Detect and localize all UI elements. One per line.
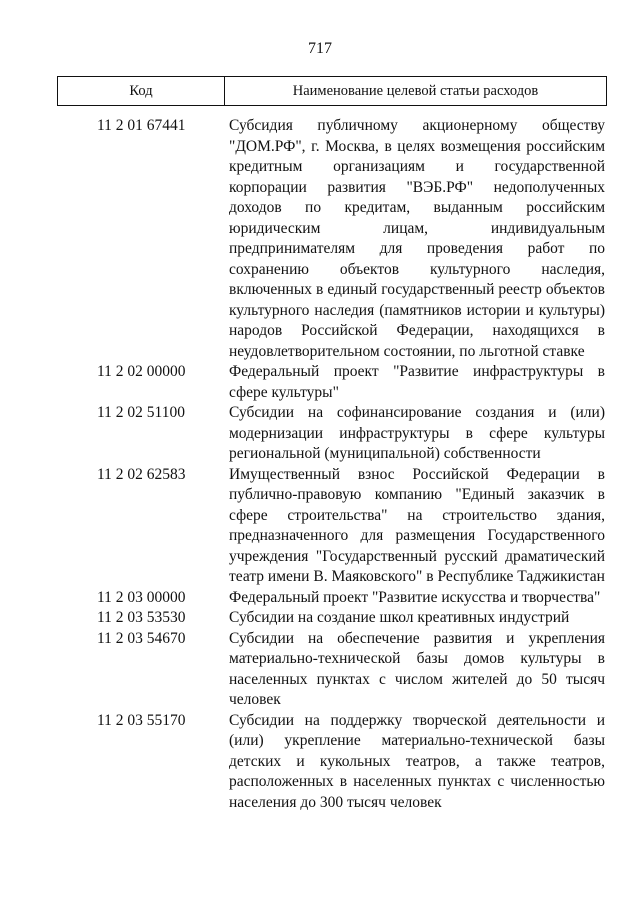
page-number: 717 — [308, 40, 332, 57]
entry-code: 11 2 03 55170 — [97, 711, 186, 729]
entry-description: Субсидии на обеспечение развития и укрепления материально-технической базы домов культуры в населенных пунктах с числом жителей до 50 тысяч человек — [229, 629, 605, 708]
entry-code: 11 2 02 62583 — [97, 465, 186, 483]
entry-description: Федеральный проект "Развитие инфраструктуры в сфере культуры" — [229, 363, 605, 401]
entry-code: 11 2 03 54670 — [97, 629, 186, 647]
table-row — [57, 588, 607, 609]
entry-description: Субсидии на софинансирование создания и (или) модернизации инфраструктуры в сфере культуры региональной (муниципальной) собственности — [229, 404, 605, 462]
table-header — [57, 76, 607, 106]
entry-description: Субсидия публичному акционерному обществу "ДОМ.РФ", г. Москва, в целях возмещения российским кредитным организациям и государственной корпорации развития "ВЭБ.РФ" недополученных доходов по кредитам, выданным российским юридическим лицам, индивидуальным предпринимателям для проведения работ по сохранению объектов культурного наследия, включенных в единый государственный реестр объектов культурного наследия (памятников истории и культуры) народов Российской Федерации, находящихся в неудовлетворительном состоянии, по льготной ставке — [229, 117, 605, 360]
table-row — [57, 403, 607, 465]
table-row — [57, 362, 607, 403]
table-row — [57, 116, 607, 362]
entry-code: 11 2 03 53530 — [97, 609, 186, 626]
table-row — [57, 629, 607, 711]
column-header-code: Код — [58, 77, 225, 105]
table-row — [57, 465, 607, 588]
entry-code: 11 2 02 00000 — [97, 363, 186, 380]
entry-description: Субсидии на поддержку творческой деятельности и (или) укрепление материально-технической базы детских и кукольных театров, а также театров, расположенных в населенных пунктах с численностью населения до 300 тысяч человек — [229, 711, 605, 811]
entries-list — [57, 116, 607, 813]
table-row — [57, 608, 607, 629]
entry-code: 11 2 03 00000 — [97, 588, 186, 606]
entry-code: 11 2 01 67441 — [97, 117, 186, 134]
entry-description: Субсидии на создание школ креативных индустрий — [229, 609, 570, 626]
entry-code: 11 2 02 51100 — [97, 404, 185, 421]
table-row — [57, 711, 607, 814]
column-header-name: Наименование целевой статьи расходов — [292, 82, 539, 99]
entry-description: Федеральный проект "Развитие искусства и творчества" — [229, 588, 601, 606]
entry-description: Имущественный взнос Российской Федерации в публично-правовую компанию "Единый заказчик в сфере строительства" на строительство здания, предназначенного для размещения Государственного учреждения "Государственный русский драматический театр имени В. Маяковского" в Республике Таджикистан — [229, 465, 605, 585]
